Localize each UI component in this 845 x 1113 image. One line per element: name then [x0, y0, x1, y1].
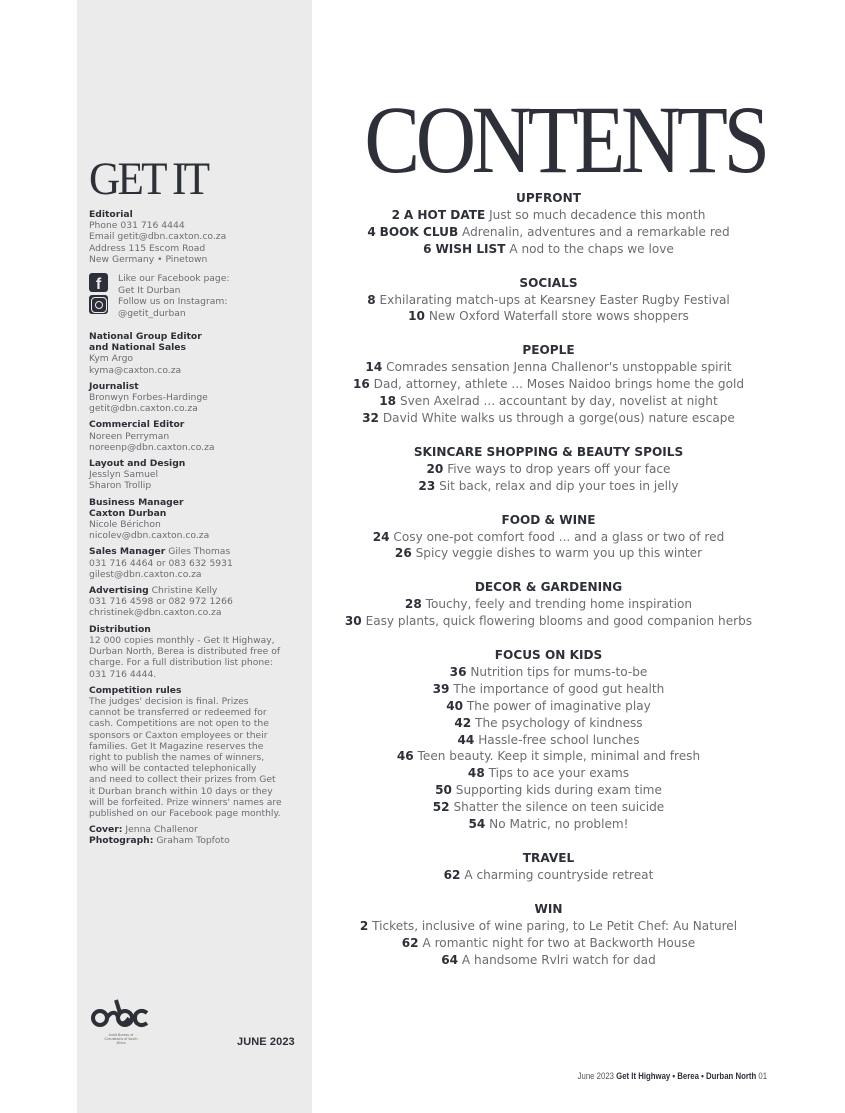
page-number: 50 [435, 783, 452, 798]
staff-name: Bronwyn Forbes-Hardinge [89, 392, 208, 404]
advertising-email[interactable]: christinek@dbn.caxton.co.za [89, 607, 222, 619]
toc-entry[interactable] [326, 241, 771, 258]
toc-entry[interactable] [326, 765, 771, 782]
sales-phone: 031 716 4464 or 083 632 5931 [89, 557, 233, 569]
page-number: 62 [401, 935, 419, 950]
page-number: 23 [418, 478, 436, 493]
page-number: 4 [367, 224, 376, 239]
competition-line: The judges' decision is final. Prizes [89, 695, 249, 707]
facebook-icon[interactable]: f [89, 273, 108, 292]
page-number: 16 [352, 377, 370, 392]
footer-page-number: 01 [758, 1071, 767, 1082]
page-footer [578, 1071, 767, 1082]
entry-text: Teen beauty. Keep it simple, minimal and fresh [417, 749, 701, 764]
page-number: 44 [457, 732, 475, 747]
page-number: 48 [467, 766, 485, 781]
staff-email[interactable]: noreenp@dbn.caxton.co.za [89, 441, 215, 453]
section-socials [326, 275, 771, 326]
toc-entry[interactable] [326, 715, 771, 732]
page-number: 39 [432, 681, 450, 696]
toc-entry[interactable] [326, 867, 771, 884]
entry-text: Spicy veggie dishes to warm you up this winter [415, 546, 703, 561]
cover-credit [89, 824, 309, 835]
cover-label: Cover: [89, 824, 123, 836]
entry-text: Tickets, inclusive of wine paring, to Le Petit Chef: Au Naturel [372, 918, 738, 933]
sales-label: Sales Manager [89, 546, 166, 558]
entry-text: Hassle-free school lunches [478, 732, 640, 747]
entry-text: David White walks us through a gorge(ous) nature escape [382, 410, 735, 425]
staff-role: Commercial Editor [89, 419, 185, 431]
competition-line: it Durban branch within 10 days or they [89, 785, 273, 797]
section-upfront [326, 190, 771, 258]
page-number: 64 [441, 952, 459, 967]
advertising-label: Advertising [89, 585, 149, 597]
page-number: 2 [359, 918, 369, 933]
staff-name: Nicole Bérichon [89, 519, 161, 531]
toc-entry[interactable] [326, 393, 771, 410]
competition-line: cash. Competitions are not open to the [89, 718, 269, 730]
toc-entry[interactable] [326, 292, 771, 309]
social-icon-column [89, 273, 109, 317]
cover-value: Jenna Challenor [125, 824, 198, 836]
masthead-sidebar [77, 0, 312, 1113]
page-number: 54 [468, 817, 486, 832]
page-number: 36 [449, 664, 467, 679]
toc-entry[interactable] [326, 613, 771, 630]
photograph-label: Photograph: [89, 835, 154, 847]
entry-text: The power of imaginative play [466, 698, 651, 713]
section-skincare [326, 444, 771, 495]
entry-text: Touchy, feely and trending home inspiration [425, 597, 693, 612]
entry-text: Just so much decadence this month [489, 207, 706, 222]
toc-entry[interactable] [326, 748, 771, 765]
advertising-block [89, 585, 309, 619]
editorial-area: New Germany • Pinetown [89, 253, 208, 265]
competition-heading: Competition rules [89, 684, 182, 696]
advertising-name: Christine Kelly [151, 585, 218, 597]
footer-date: June 2023 [577, 1071, 614, 1082]
competition-line: published on our Facebook page monthly. [89, 807, 281, 819]
sales-email[interactable]: gilest@dbn.caxton.co.za [89, 568, 202, 580]
advertising-phone: 031 716 4598 or 082 972 1266 [89, 596, 233, 608]
staff-role: Layout and Design [89, 458, 186, 470]
issue-date: JUNE 2023 [237, 1036, 295, 1048]
staff-role: Journalist [89, 380, 139, 392]
toc-entry[interactable] [326, 359, 771, 376]
toc-entry[interactable] [326, 596, 771, 613]
table-of-contents [326, 190, 771, 985]
entry-text: Easy plants, quick flowering blooms and good companion herbs [365, 614, 753, 629]
entry-title: WISH LIST [435, 241, 506, 256]
entry-title: BOOK CLUB [379, 224, 459, 239]
section-heading: WIN [534, 901, 563, 916]
entry-text: A charming countryside retreat [464, 867, 654, 882]
page-number: 52 [432, 800, 450, 815]
staff-email[interactable]: nicolev@dbn.caxton.co.za [89, 530, 210, 542]
toc-entry[interactable] [326, 410, 771, 427]
competition-line: families. Get It Magazine reserves the [89, 740, 264, 752]
page-number: 28 [404, 597, 422, 612]
social-block [89, 273, 309, 319]
editorial-email[interactable]: Email getit@dbn.caxton.co.za [89, 231, 227, 243]
staff-email[interactable]: kyma@caxton.co.za [89, 364, 182, 376]
competition-line: sponsors or Caxton employees or their [89, 729, 268, 741]
toc-entry[interactable] [326, 681, 771, 698]
section-travel [326, 850, 771, 884]
section-heading: PEOPLE [522, 343, 575, 358]
page-number: 20 [426, 461, 444, 476]
staff-role: Business Manager [89, 496, 184, 508]
entry-title: A HOT DATE [403, 207, 486, 222]
section-focus-on-kids [326, 647, 771, 833]
toc-entry[interactable] [326, 782, 771, 799]
distribution-line: charge. For a full distribution list phone: [89, 657, 273, 669]
toc-entry[interactable] [326, 478, 771, 495]
toc-entry[interactable] [326, 732, 771, 749]
distribution-heading: Distribution [89, 623, 151, 635]
entry-text: Five ways to drop years off your face [447, 461, 671, 476]
staff-name: Jesslyn Samuel [89, 469, 159, 481]
staff-role-cont: and National Sales [89, 342, 187, 354]
editorial-heading: Editorial [89, 209, 133, 220]
section-win [326, 901, 771, 969]
staff-journalist [89, 381, 309, 415]
staff-email[interactable]: getit@dbn.caxton.co.za [89, 403, 198, 415]
instagram-icon[interactable] [89, 295, 108, 314]
toc-entry[interactable] [326, 529, 771, 546]
section-heading: SOCIALS [519, 275, 578, 290]
toc-entry[interactable] [326, 545, 771, 562]
entry-text: No Matric, no problem! [489, 817, 629, 832]
page-number: 2 [391, 207, 400, 222]
entry-text: Sven Axelrad ... accountant by day, novelist at night [399, 394, 718, 409]
instagram-label: Follow us on Instagram: [118, 296, 228, 308]
photograph-value: Graham Topfoto [156, 835, 230, 847]
brand-logo: GET IT [89, 153, 208, 205]
toc-entry[interactable] [326, 224, 771, 241]
section-decor-gardening [326, 579, 771, 630]
page-number: 42 [454, 715, 472, 730]
facebook-label: Like our Facebook page: [118, 273, 230, 285]
distribution-line: Durban North, Berea is distributed free of [89, 646, 281, 658]
editorial-phone: Phone 031 716 4444 [89, 220, 185, 232]
page-number: 18 [379, 394, 397, 409]
toc-entry[interactable] [326, 698, 771, 715]
editorial-block [89, 209, 309, 265]
entry-text: The psychology of kindness [475, 715, 643, 730]
sales-manager-block [89, 546, 309, 580]
competition-line: right to publish the names of winners, [89, 751, 265, 763]
toc-entry[interactable] [326, 952, 771, 969]
page-number: 40 [446, 698, 464, 713]
toc-entry[interactable] [326, 918, 771, 935]
section-heading: DECOR & GARDENING [474, 580, 623, 595]
entry-text: Exhilarating match-ups at Kearsney Easter Rugby Festival [379, 292, 730, 307]
entry-text: A romantic night for two at Backworth House [422, 935, 696, 950]
section-food-wine [326, 512, 771, 563]
entry-text: Adrenalin, adventures and a remarkable red [462, 224, 730, 239]
staff-layout-design [89, 458, 309, 492]
entry-text: A handsome Rvlri watch for dad [461, 952, 656, 967]
social-text [118, 273, 230, 319]
toc-entry[interactable] [326, 207, 771, 224]
page-title: CONTENTS [364, 86, 766, 193]
entry-text: Dad, attorney, athlete ... Moses Naidoo brings home the gold [373, 377, 745, 392]
competition-line: and need to collect their prizes from Get [89, 774, 276, 786]
toc-entry[interactable] [326, 816, 771, 833]
competition-line: who will be contacted telephonically [89, 763, 257, 775]
entry-text: Shatter the silence on teen suicide [453, 800, 665, 815]
page-number: 10 [408, 309, 425, 324]
sales-name: Giles Thomas [168, 546, 231, 558]
staff-name: Sharon Trollip [89, 480, 152, 492]
page-number: 14 [365, 360, 383, 375]
toc-entry[interactable] [326, 461, 771, 478]
entry-text: Cosy one-pot comfort food ... and a glass or two of red [393, 529, 725, 544]
entry-text: Tips to ace your exams [488, 766, 630, 781]
entry-text: Comrades sensation Jenna Challenor's unstoppable spirit [386, 360, 732, 375]
entry-text: A nod to the chaps we love [509, 241, 674, 256]
staff-business-manager [89, 497, 309, 542]
staff-role: National Group Editor [89, 331, 202, 343]
page-number: 46 [396, 749, 414, 764]
toc-entry[interactable] [326, 376, 771, 393]
section-heading: UPFRONT [516, 191, 581, 205]
staff-name: Noreen Perryman [89, 430, 170, 442]
entry-text: Nutrition tips for mums-to-be [470, 664, 648, 679]
facebook-page-link[interactable]: Get It Durban [118, 284, 181, 296]
staff-role-cont: Caxton Durban [89, 507, 167, 519]
toc-entry[interactable] [326, 935, 771, 952]
page-number: 30 [344, 614, 362, 629]
entry-text: Sit back, relax and dip your toes in jelly [439, 478, 679, 493]
toc-entry[interactable] [326, 799, 771, 816]
page-number: 62 [443, 867, 461, 882]
abc-caption: Audit Bureau of Circulations of South Africa [104, 1033, 138, 1045]
page-number: 6 [423, 241, 432, 256]
section-heading: TRAVEL [522, 851, 575, 865]
page-number: 26 [394, 546, 412, 561]
competition-line: cannot be transferred or redeemed for [89, 707, 267, 719]
editorial-address: Address 115 Escom Road [89, 242, 206, 254]
distribution-block [89, 624, 309, 680]
entry-text: The importance of good gut health [453, 681, 665, 696]
section-heading: FOOD & WINE [501, 512, 596, 527]
competition-line: will be forfeited. Prize winners' names are [89, 796, 282, 808]
masthead-content [89, 209, 309, 847]
instagram-handle-link[interactable]: @getit_durban [118, 307, 186, 319]
section-heading: FOCUS ON KIDS [494, 648, 603, 663]
entry-text: New Oxford Waterfall store wows shoppers [428, 309, 689, 324]
page-number: 32 [362, 410, 379, 425]
footer-publication: Get It Highway • Berea • Durban North [616, 1071, 757, 1082]
distribution-line: 031 716 4444. [89, 668, 157, 680]
toc-entry[interactable] [326, 664, 771, 681]
staff-name: Kym Argo [89, 353, 134, 365]
section-people [326, 342, 771, 427]
staff-commercial-editor [89, 419, 309, 453]
entry-text: Supporting kids during exam time [455, 783, 662, 798]
toc-entry[interactable] [326, 308, 771, 325]
section-heading: SKINCARE SHOPPING & BEAUTY SPOILS [413, 444, 684, 459]
distribution-line: 12 000 copies monthly - Get It Highway, [89, 634, 275, 646]
page-number: 8 [367, 292, 376, 307]
staff-national-group-editor [89, 331, 309, 376]
photograph-credit [89, 835, 309, 846]
competition-rules-block [89, 685, 309, 819]
page-number: 24 [372, 529, 390, 544]
